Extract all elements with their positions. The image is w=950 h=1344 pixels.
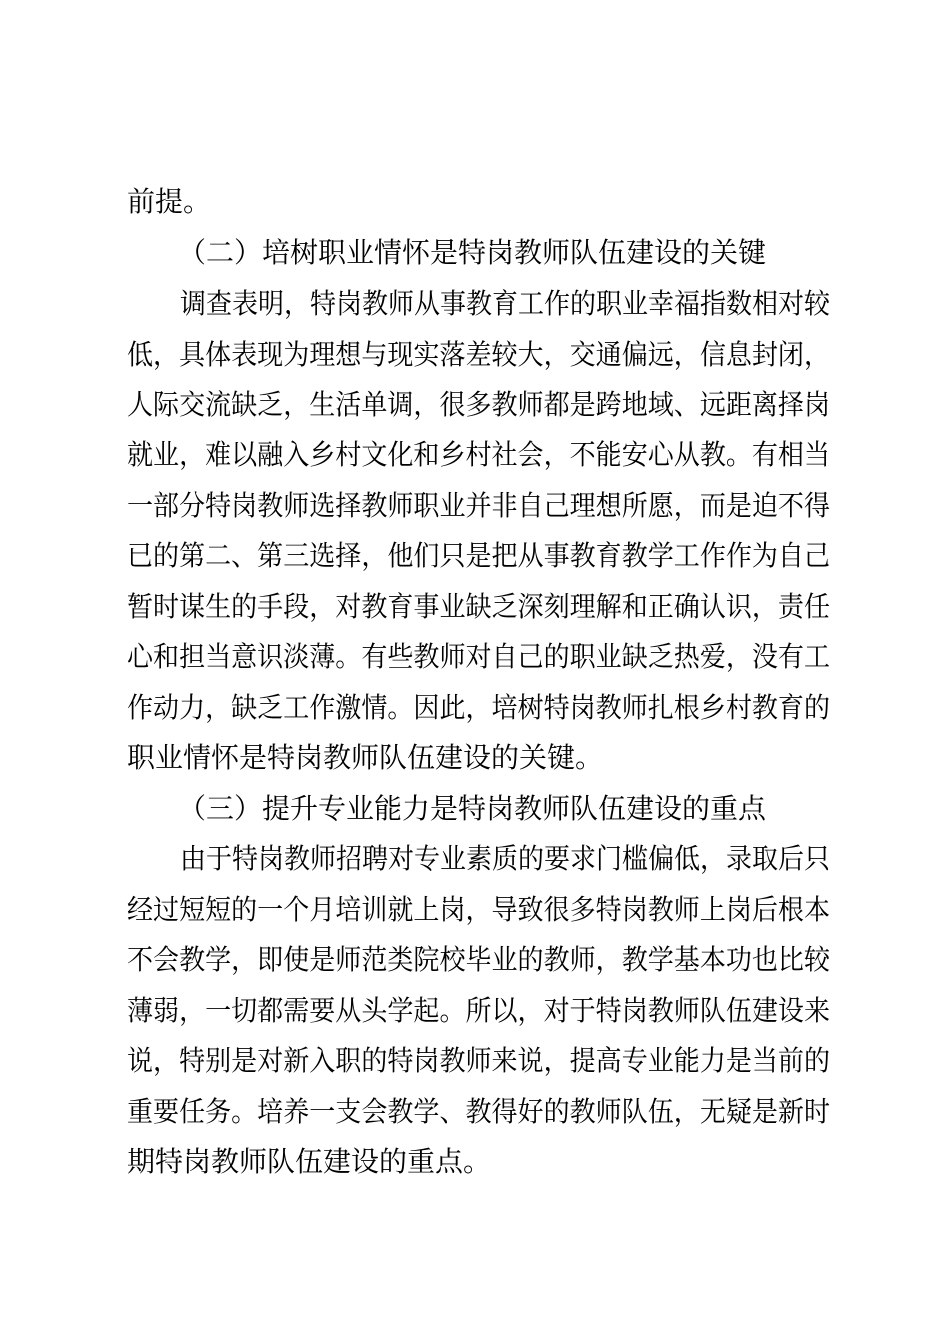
text-line: 期特岗教师队伍建设的重点。 xyxy=(127,1145,492,1178)
text-line: 职业情怀是特岗教师队伍建设的关键。 xyxy=(127,741,604,774)
text-line: 暂时谋生的手段，对教育事业缺乏深刻理解和正确认识，责任 xyxy=(127,590,831,623)
text-line: 就业，难以融入乡村文化和乡村社会，不能安心从教。有相当 xyxy=(127,438,831,471)
text-line: 前提。 xyxy=(127,185,212,218)
text-line: 一部分特岗教师选择教师职业并非自己理想所愿，而是迫不得 xyxy=(127,489,831,522)
text-line: 低，具体表现为理想与现实落差较大，交通偏远，信息封闭， xyxy=(127,338,831,371)
section-heading-3: （三）提升专业能力是特岗教师队伍建设的重点 xyxy=(178,792,767,825)
text-line: 说，特别是对新入职的特岗教师来说，提高专业能力是当前的 xyxy=(127,1044,831,1077)
text-line: 重要任务。培养一支会教学、教得好的教师队伍，无疑是新时 xyxy=(127,1095,831,1128)
text-line: 经过短短的一个月培训就上岗，导致很多特岗教师上岗后根本 xyxy=(127,893,831,926)
text-line: 由于特岗教师招聘对专业素质的要求门槛偏低，录取后只 xyxy=(180,842,831,875)
text-line: 调查表明，特岗教师从事教育工作的职业幸福指数相对较 xyxy=(180,287,831,320)
section-heading-2: （二）培树职业情怀是特岗教师队伍建设的关键 xyxy=(178,236,767,269)
text-line: 作动力，缺乏工作激情。因此，培树特岗教师扎根乡村教育的 xyxy=(127,691,831,724)
text-line: 薄弱，一切都需要从头学起。所以，对于特岗教师队伍建设来 xyxy=(127,994,831,1027)
text-line: 不会教学，即使是师范类院校毕业的教师，教学基本功也比较 xyxy=(127,943,831,976)
text-line: 心和担当意识淡薄。有些教师对自己的职业缺乏热爱，没有工 xyxy=(127,640,831,673)
text-line: 已的第二、第三选择，他们只是把从事教育教学工作作为自己 xyxy=(127,539,831,572)
text-line: 人际交流缺乏，生活单调，很多教师都是跨地域、远距离择岗 xyxy=(127,388,831,421)
